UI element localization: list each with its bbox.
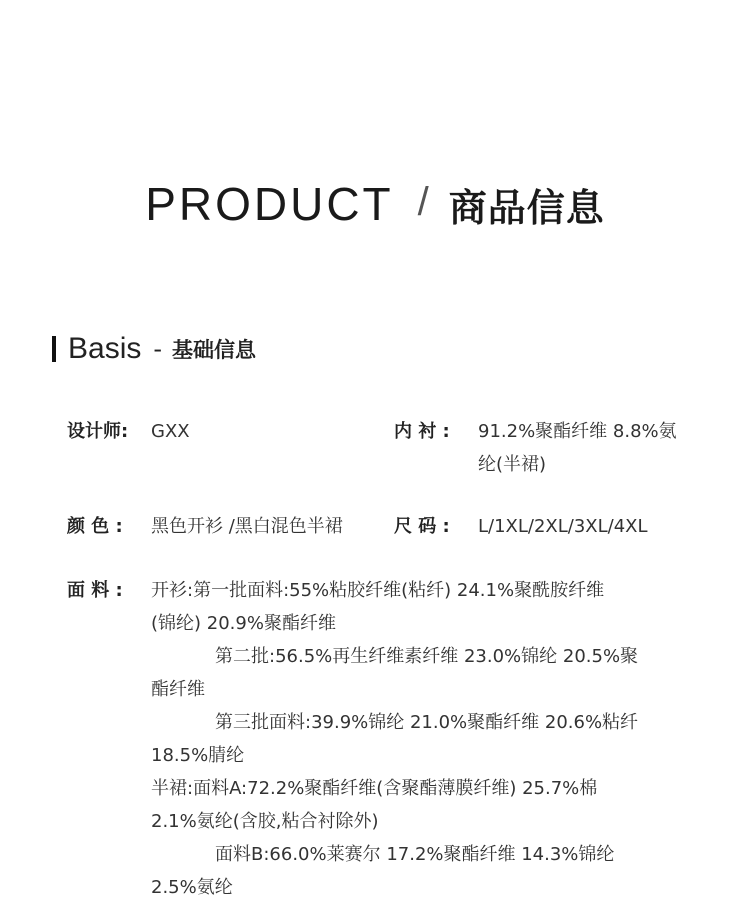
fabric-value [151,574,711,904]
color-label: 颜 色 : [67,516,123,537]
section-title-en: Basis [68,332,142,365]
fabric-line: 18.5%腈纶 [151,745,245,766]
header-separator: / [417,179,429,224]
fabric-line: 酯纤维 [151,679,205,700]
fabric-line: 2.1%氨纶(含胶,粘合衬除外) [151,811,379,832]
fabric-line: 第三批面料:39.9%锦纶 21.0%聚酯纤维 20.6%粘纤 [215,712,639,733]
fabric-line: 第二批:56.5%再生纤维素纤维 23.0%锦纶 20.5%聚 [215,646,639,667]
section-heading [52,330,256,368]
header-title-en: PRODUCT [145,178,394,230]
fabric-line: 半裙:面料A:72.2%聚酯纤维(含聚酯薄膜纤维) 25.7%棉 [151,778,598,799]
lining-value [478,415,718,481]
size-field [394,510,648,543]
fabric-line: 2.5%氨纶 [151,877,233,898]
fabric-label: 面 料 : [67,580,123,601]
fabric-line: (锦纶) 20.9%聚酯纤维 [151,613,336,634]
section-title-cn: 基础信息 [172,338,257,362]
lining-label: 内 衬 : [394,421,450,442]
size-label: 尺 码 : [394,516,450,537]
section-marker-bar [52,336,56,362]
section-dash: - [153,335,163,363]
lining-value-line: 91.2%聚酯纤维 8.8%氨 [478,421,677,442]
color-field [67,510,343,543]
designer-value: GXX [151,421,190,442]
fabric-line: 面料B:66.0%莱赛尔 17.2%聚酯纤维 14.3%锦纶 [215,844,615,865]
page-header [0,174,750,234]
lining-value-line: 纶(半裙) [478,454,547,475]
designer-label: 设计师: [67,421,129,442]
fabric-line: 开衫:第一批面料:55%粘胶纤维(粘纤) 24.1%聚酰胺纤维 [151,580,605,601]
lining-field [394,415,714,475]
header-title-cn: 商品信息 [448,185,605,230]
color-value: 黑色开衫 /黑白混色半裙 [151,516,343,537]
designer-field [67,415,190,448]
size-value: L/1XL/2XL/3XL/4XL [478,516,648,537]
